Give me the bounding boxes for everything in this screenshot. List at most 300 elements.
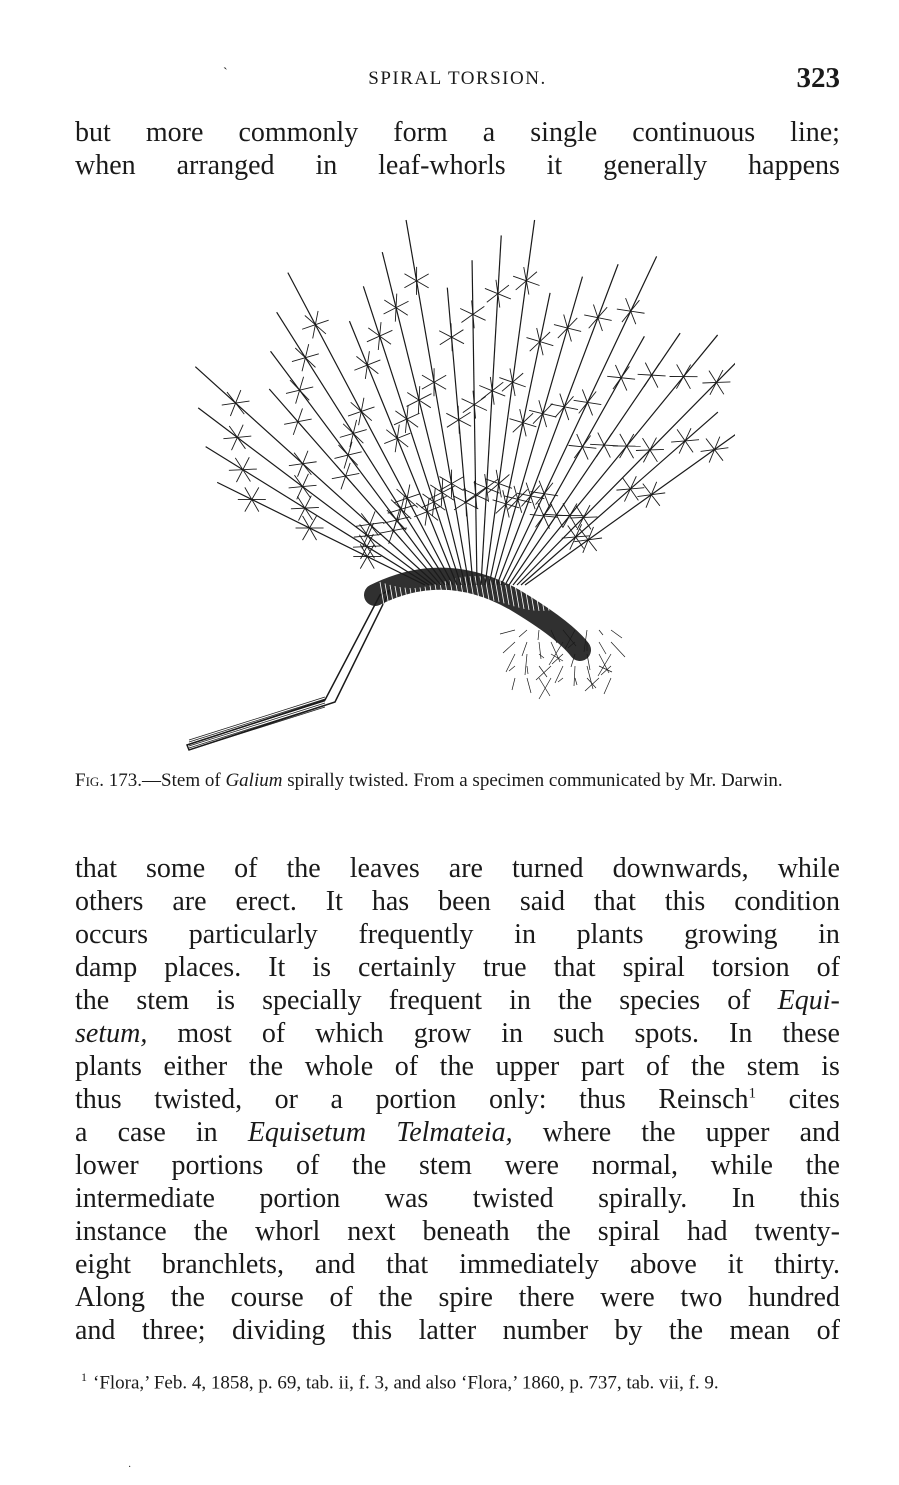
leaf bbox=[702, 382, 716, 383]
leaf bbox=[404, 281, 416, 288]
leaf bbox=[620, 446, 627, 458]
leaf bbox=[716, 382, 730, 383]
leaf bbox=[513, 382, 526, 387]
stem-line bbox=[189, 699, 325, 742]
leaf bbox=[644, 375, 652, 387]
figure-caption: Fig. 173.—Stem of Galium spirally twisted. From a specimen communicated by Mr. Darwin. bbox=[75, 770, 783, 791]
root-hair bbox=[611, 630, 622, 638]
leaf bbox=[418, 400, 419, 414]
leaf bbox=[564, 407, 578, 410]
root-hair bbox=[587, 678, 596, 688]
leaf bbox=[582, 435, 590, 446]
figure-label: Fig. 173. bbox=[75, 770, 143, 791]
stem-line bbox=[189, 697, 325, 740]
running-head: SPIRAL TORSION. bbox=[368, 68, 547, 89]
root-hair bbox=[549, 642, 563, 665]
root-hair bbox=[575, 678, 577, 685]
leaf bbox=[367, 351, 369, 365]
leaf bbox=[236, 401, 250, 403]
leaf bbox=[498, 294, 500, 308]
text-line: and three; dividing this latter number by the mean of bbox=[75, 1315, 840, 1346]
leaf bbox=[425, 512, 427, 526]
root-hair bbox=[538, 630, 539, 640]
leaf bbox=[315, 311, 318, 325]
leaf bbox=[222, 403, 236, 405]
leaf bbox=[520, 409, 523, 423]
leaf bbox=[354, 365, 367, 370]
leaf bbox=[243, 457, 249, 469]
leaf bbox=[563, 503, 570, 515]
leaf bbox=[568, 328, 582, 331]
leaf bbox=[422, 382, 434, 389]
leaf bbox=[313, 325, 316, 339]
root-hair bbox=[604, 678, 611, 694]
leaf bbox=[650, 450, 657, 462]
leaf bbox=[604, 445, 610, 457]
branch-stem bbox=[271, 351, 445, 585]
leaf bbox=[598, 318, 612, 321]
branch-stem bbox=[501, 256, 657, 585]
branch-stem bbox=[521, 412, 718, 585]
leaf bbox=[367, 336, 380, 342]
leaf bbox=[419, 394, 431, 400]
leaf bbox=[237, 436, 251, 437]
leaf bbox=[503, 490, 506, 504]
leaf bbox=[462, 399, 475, 405]
branch-stem bbox=[505, 336, 644, 585]
leaf bbox=[621, 378, 627, 391]
leaf bbox=[289, 487, 303, 488]
leaf bbox=[334, 455, 348, 458]
branch-stem bbox=[489, 293, 550, 585]
leaf bbox=[526, 281, 529, 295]
leaf bbox=[510, 368, 513, 382]
leaf bbox=[569, 517, 583, 518]
root-hair bbox=[539, 666, 547, 677]
leaf bbox=[560, 394, 564, 407]
leaf bbox=[394, 419, 407, 425]
leaf bbox=[496, 280, 498, 294]
leaf bbox=[300, 387, 314, 390]
text-line: Along the course of the spire there were two hundred bbox=[75, 1282, 840, 1313]
leaf bbox=[300, 377, 304, 390]
leaf bbox=[252, 487, 259, 499]
leaf bbox=[395, 308, 396, 322]
leaf bbox=[353, 547, 367, 548]
leaf bbox=[529, 410, 543, 413]
leaf bbox=[479, 386, 492, 391]
leaf bbox=[631, 311, 636, 324]
leaf bbox=[289, 464, 303, 466]
leaf bbox=[340, 433, 353, 437]
branch-stem bbox=[206, 447, 429, 585]
leaf bbox=[493, 500, 506, 504]
leaf bbox=[407, 400, 419, 406]
leaf bbox=[554, 325, 568, 328]
leaf bbox=[706, 438, 715, 449]
leaf bbox=[332, 476, 346, 479]
leaf bbox=[302, 358, 305, 372]
leaf bbox=[587, 402, 601, 404]
leaf bbox=[380, 531, 394, 534]
stem-line bbox=[189, 703, 325, 746]
leaf bbox=[598, 318, 602, 331]
leaf bbox=[396, 294, 397, 308]
text-line: others are erect. It has been said that this condition bbox=[75, 886, 840, 917]
galium-stem-illustration bbox=[185, 210, 735, 755]
text-line: the stem is specially frequent in the species of Equi- bbox=[75, 985, 840, 1016]
root-hair bbox=[509, 666, 515, 671]
leaf bbox=[506, 504, 509, 518]
leaf bbox=[568, 328, 572, 341]
leaf bbox=[474, 405, 487, 411]
leaf bbox=[346, 463, 351, 476]
leaf bbox=[499, 484, 502, 498]
leaf bbox=[604, 433, 612, 445]
leaf bbox=[237, 425, 243, 438]
leaf bbox=[407, 484, 410, 498]
leaf bbox=[243, 469, 257, 470]
leaf bbox=[396, 301, 408, 307]
leaf bbox=[476, 487, 487, 495]
spiral-hatch bbox=[565, 583, 569, 606]
leaf bbox=[300, 390, 310, 400]
leaf bbox=[551, 404, 565, 407]
root-hair bbox=[539, 678, 550, 696]
leaf bbox=[223, 437, 237, 438]
leaf bbox=[714, 450, 723, 461]
leaf bbox=[452, 477, 464, 484]
leaf bbox=[378, 336, 379, 350]
leaf bbox=[685, 440, 699, 441]
leaf bbox=[684, 365, 691, 377]
leaf bbox=[447, 420, 459, 428]
leaf bbox=[677, 429, 685, 440]
main-paragraph bbox=[75, 852, 840, 1347]
leaf bbox=[298, 419, 312, 422]
leaf bbox=[422, 375, 434, 382]
leaf bbox=[315, 325, 326, 334]
leaf bbox=[303, 451, 308, 464]
leaf bbox=[492, 382, 503, 391]
leaf bbox=[446, 413, 458, 419]
leaf bbox=[370, 522, 384, 524]
leaf bbox=[293, 422, 298, 435]
leaf bbox=[453, 496, 465, 502]
leaf bbox=[298, 464, 303, 477]
leaf bbox=[434, 382, 446, 389]
leaf bbox=[613, 378, 621, 389]
leaf bbox=[441, 493, 442, 507]
leaf bbox=[297, 487, 303, 500]
leaf bbox=[305, 507, 319, 508]
spiral-hatch bbox=[550, 587, 554, 610]
leaf bbox=[583, 517, 597, 518]
root-hair bbox=[574, 666, 575, 686]
leaf bbox=[434, 488, 435, 502]
leaf bbox=[292, 358, 305, 362]
footnote-text: ‘Flora,’ Feb. 4, 1858, p. 69, tab. ii, f. 3, and also ‘Flora,’ 1860, p. 737, tab. vii, f. 9. bbox=[93, 1372, 719, 1394]
leaf bbox=[582, 389, 587, 402]
root-hair bbox=[503, 642, 515, 653]
leaf bbox=[361, 513, 370, 524]
leaf bbox=[232, 437, 238, 450]
leaf bbox=[587, 402, 592, 415]
leaf bbox=[563, 516, 570, 528]
leaf bbox=[574, 447, 582, 458]
leaf bbox=[303, 462, 317, 464]
text-line: eight branchlets, and that immediately above it thirty. bbox=[75, 1249, 840, 1280]
branch-stem bbox=[382, 252, 465, 585]
text-line: lower portions of the stem were normal, while the bbox=[75, 1150, 840, 1181]
text-line: that some of the leaves are turned downwards, while bbox=[75, 853, 840, 884]
leaf bbox=[356, 524, 370, 526]
leaf bbox=[574, 400, 588, 402]
leaf bbox=[405, 419, 406, 433]
leaf bbox=[346, 476, 355, 487]
leaf bbox=[361, 398, 364, 412]
footnote bbox=[75, 1366, 840, 1394]
leaf bbox=[513, 382, 516, 396]
leaf bbox=[452, 330, 464, 338]
root-hair bbox=[525, 654, 527, 675]
leaf bbox=[607, 376, 621, 377]
leaf bbox=[631, 311, 645, 313]
root-hair bbox=[539, 642, 541, 659]
leaf bbox=[350, 433, 353, 447]
text-line: thus twisted, or a portion only: thus Reinsch$^1$ cites bbox=[75, 1084, 840, 1115]
leaf bbox=[510, 419, 523, 423]
leaf bbox=[627, 434, 634, 446]
leaf bbox=[642, 438, 649, 450]
root-hair bbox=[599, 630, 603, 635]
leaf bbox=[407, 413, 420, 419]
leaf bbox=[630, 489, 638, 500]
branch-stem bbox=[497, 264, 618, 585]
leaf bbox=[397, 433, 410, 438]
leaf bbox=[365, 365, 367, 379]
leaf bbox=[652, 375, 666, 376]
leaf bbox=[492, 391, 505, 396]
leaf bbox=[485, 474, 487, 488]
leaf bbox=[294, 453, 303, 464]
leaf bbox=[460, 309, 473, 315]
leaf bbox=[627, 446, 634, 458]
leaf bbox=[652, 363, 660, 375]
leaf bbox=[626, 298, 631, 311]
leaf bbox=[397, 489, 408, 498]
leaf bbox=[338, 445, 348, 455]
leaf bbox=[303, 528, 310, 540]
leaf bbox=[676, 377, 683, 389]
leaf bbox=[590, 444, 604, 445]
leaf bbox=[524, 267, 527, 281]
stem-line bbox=[189, 705, 325, 748]
leaf bbox=[577, 434, 583, 447]
leaf bbox=[544, 494, 549, 507]
leaf bbox=[461, 314, 472, 322]
leaf bbox=[395, 438, 397, 452]
leaf bbox=[557, 503, 565, 515]
spiral-hatch bbox=[555, 586, 559, 609]
page-number: 323 bbox=[796, 62, 840, 94]
root-hair bbox=[555, 666, 563, 683]
leaf bbox=[302, 325, 315, 330]
leaf bbox=[645, 363, 651, 375]
leaf bbox=[570, 503, 577, 515]
leaf bbox=[459, 420, 471, 426]
leaf bbox=[537, 328, 540, 342]
leaf bbox=[289, 411, 298, 422]
leaf bbox=[348, 452, 362, 455]
leaf bbox=[417, 281, 429, 288]
genus-name: Galium bbox=[225, 770, 283, 791]
leaf bbox=[617, 309, 631, 311]
leaf bbox=[351, 402, 362, 411]
leaf bbox=[417, 274, 429, 281]
root-hair bbox=[558, 678, 563, 682]
leaf bbox=[490, 377, 492, 391]
leaf bbox=[370, 511, 375, 524]
leaf bbox=[651, 495, 660, 506]
leaf bbox=[452, 337, 453, 351]
leaf bbox=[367, 360, 380, 365]
leaf bbox=[481, 391, 492, 400]
lower-stem bbox=[187, 590, 390, 750]
text-line: a case in Equisetum Telmateia, where the upper and bbox=[75, 1117, 840, 1148]
leaf bbox=[576, 536, 590, 537]
leaf bbox=[616, 489, 630, 490]
leaf bbox=[598, 433, 604, 445]
text-line: instance the whorl next beneath the spiral had twenty- bbox=[75, 1216, 840, 1247]
leaf bbox=[622, 477, 630, 488]
leaf bbox=[393, 531, 402, 542]
leaf bbox=[684, 377, 691, 389]
text-line: plants either the whole of the upper part of the stem is bbox=[75, 1051, 840, 1082]
leaf bbox=[353, 420, 356, 434]
leaf bbox=[523, 423, 536, 427]
text-line: intermediate portion was twisted spirally. In this bbox=[75, 1183, 840, 1214]
leaf bbox=[652, 375, 658, 387]
leaf bbox=[305, 316, 316, 325]
leaf bbox=[439, 331, 451, 337]
root-hair bbox=[527, 678, 531, 693]
root-hair bbox=[536, 666, 551, 680]
leaf bbox=[459, 420, 460, 434]
leaf bbox=[514, 486, 518, 499]
leaf bbox=[621, 366, 629, 377]
leaf bbox=[466, 502, 467, 516]
leaf bbox=[630, 488, 644, 489]
leaf bbox=[584, 315, 598, 318]
leaf bbox=[442, 479, 443, 493]
leaf bbox=[496, 470, 499, 484]
leaf bbox=[476, 488, 487, 497]
leaf bbox=[530, 514, 544, 515]
root-hair bbox=[500, 630, 515, 634]
leaf bbox=[291, 508, 305, 509]
leaf bbox=[596, 445, 604, 457]
leaf bbox=[643, 484, 652, 495]
leaf bbox=[526, 338, 539, 342]
root-hair bbox=[539, 654, 544, 658]
text-line: but more commonly form a single continuous line; bbox=[75, 117, 840, 148]
leaf bbox=[407, 494, 420, 499]
leaf bbox=[685, 441, 693, 452]
leaf bbox=[543, 414, 557, 417]
root-hair bbox=[522, 642, 527, 656]
leaf bbox=[348, 442, 352, 455]
root-hair bbox=[527, 666, 528, 674]
leaf bbox=[341, 476, 346, 489]
leaf bbox=[346, 473, 360, 476]
leaf bbox=[344, 455, 348, 468]
leaf bbox=[485, 288, 498, 293]
leaf bbox=[593, 304, 597, 317]
leaf bbox=[458, 406, 459, 420]
root-hair bbox=[519, 630, 527, 637]
spiral-hatch bbox=[560, 584, 564, 607]
leaf bbox=[290, 380, 300, 390]
leaf bbox=[384, 308, 396, 314]
leaf bbox=[677, 364, 684, 376]
leaf bbox=[361, 411, 372, 420]
leaf bbox=[582, 447, 596, 448]
leaf bbox=[404, 498, 407, 512]
root-hair bbox=[611, 642, 625, 657]
leaf bbox=[588, 540, 597, 551]
leaf bbox=[452, 337, 464, 343]
leaf bbox=[230, 403, 235, 416]
leaf bbox=[569, 445, 583, 446]
text-line: when arranged in leaf-whorls it generally happens bbox=[75, 150, 840, 181]
leaf bbox=[638, 374, 652, 375]
leaf bbox=[621, 378, 635, 379]
leaf bbox=[620, 434, 627, 446]
leaf bbox=[439, 477, 451, 484]
leaf bbox=[582, 447, 588, 460]
leaf bbox=[540, 342, 543, 356]
branch-stem bbox=[406, 220, 469, 585]
root-hair bbox=[599, 642, 606, 654]
leaf bbox=[367, 546, 381, 547]
leaf bbox=[526, 483, 530, 496]
leaf bbox=[368, 534, 382, 535]
leaf bbox=[229, 470, 243, 471]
branch-stem bbox=[525, 423, 735, 586]
page-header: ˋ SPIRAL TORSION. 323 bbox=[75, 62, 840, 102]
leaf bbox=[498, 294, 511, 299]
leaf bbox=[440, 337, 452, 345]
leaf bbox=[498, 285, 509, 294]
leaf bbox=[236, 470, 242, 482]
leaf bbox=[286, 390, 300, 393]
leaf bbox=[298, 408, 303, 421]
text-line: damp places. It is certainly true that spiral torsion of bbox=[75, 952, 840, 983]
leaf bbox=[397, 425, 399, 439]
leaf bbox=[296, 390, 300, 403]
leaf bbox=[564, 315, 568, 328]
leaf bbox=[303, 485, 317, 486]
leaf bbox=[539, 400, 543, 413]
leaf bbox=[513, 276, 526, 281]
leaf bbox=[550, 503, 556, 515]
leaf bbox=[526, 281, 539, 286]
leaf bbox=[419, 386, 420, 400]
leaf bbox=[305, 354, 318, 358]
leaf bbox=[298, 422, 307, 433]
leaf bbox=[543, 414, 547, 427]
